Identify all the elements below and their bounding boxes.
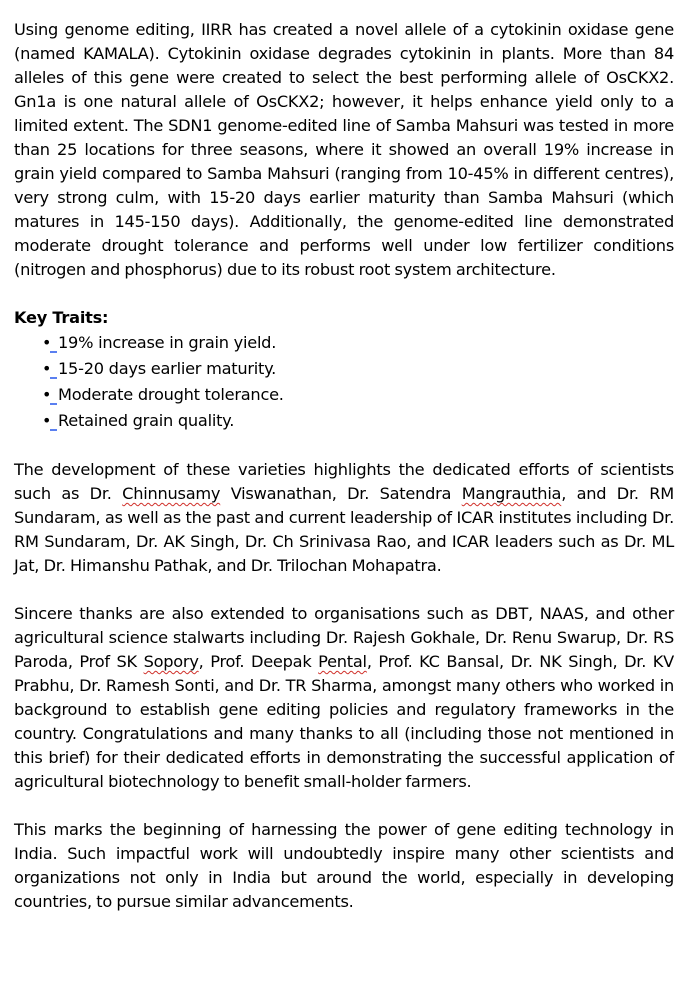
text-run: Viswanathan, Dr. Satendra xyxy=(220,484,462,503)
text-run: The development of these varieties highlights the dedicated efforts of scientists such as Dr. xyxy=(14,460,674,503)
document-page xyxy=(14,18,674,914)
trait-text: Moderate drought tolerance. xyxy=(58,385,284,404)
list-item xyxy=(42,408,674,434)
paragraph-gap xyxy=(14,282,674,306)
bullet-icon: • xyxy=(42,359,52,378)
spelling-error-word[interactable]: Mangrauthia xyxy=(461,484,562,503)
spelling-error-word[interactable]: Sopory xyxy=(143,652,199,671)
trait-text: 19% increase in grain yield. xyxy=(58,333,277,352)
paragraph-scientists xyxy=(14,458,674,578)
text-run: , Prof. KC Bansal, Dr. NK Singh, Dr. KV Prabhu, Dr. Ramesh Sonti, and Dr. TR Sharma, amongst many others who worked in background to establish gene editing policies and regulatory frameworks in the country. Congratulations and many thanks to all (including those not mentioned in this brief) for their dedicated efforts in demonstrating the successful application of agricultural biotechnology to benefit small-holder farmers. xyxy=(14,652,674,791)
paragraph-gap xyxy=(14,578,674,602)
trait-text: Retained grain quality. xyxy=(58,411,235,430)
tab-formatting-mark xyxy=(50,401,57,405)
bullet-icon: • xyxy=(42,411,52,430)
paragraph-conclusion: This marks the beginning of harnessing the power of gene editing technology in India. Such impactful work will undoubtedly inspire many other scientists and organizations not only in India but around the world, especially in developing countries, to pursue similar advancements. xyxy=(14,820,674,911)
tab-formatting-mark xyxy=(50,427,57,431)
list-item xyxy=(42,382,674,408)
text-run: , Prof. Deepak xyxy=(198,652,319,671)
paragraph-gap xyxy=(14,434,674,458)
paragraph-kamala-intro: Using genome editing, IIRR has created a novel allele of a cytokinin oxidase gene (named KAMALA). Cytokinin oxidase degrades cytokinin in plants. More than 84 alleles of this gene were created to select the best performing allele of OsCKX2. Gn1a is one natural allele of OsCKX2; however, it helps enhance yield only to a limited extent. The SDN1 genome-edited line of Samba Mahsuri was tested in more than 25 locations for three seasons, where it showed an overall 19% increase in grain yield compared to Samba Mahsuri (ranging from 10-45% in different centres), very strong culm, with 15-20 days earlier maturity than Samba Mahsuri (which matures in 145-150 days). Additionally, the genome-edited line demonstrated moderate drought tolerance and performs well under low fertilizer conditions (nitrogen and phosphorus) due to its robust root system architecture. xyxy=(14,20,674,279)
key-traits-heading: Key Traits: xyxy=(14,308,109,327)
key-traits-list xyxy=(14,330,674,434)
spelling-error-word[interactable]: Chinnusamy xyxy=(122,484,221,503)
trait-text: 15-20 days earlier maturity. xyxy=(58,359,277,378)
bullet-icon: • xyxy=(42,333,52,352)
tab-formatting-mark xyxy=(50,375,57,379)
paragraph-gap xyxy=(14,794,674,818)
list-item xyxy=(42,356,674,382)
list-item xyxy=(42,330,674,356)
paragraph-acknowledgements xyxy=(14,602,674,794)
text-run: Sincere thanks are also extended to organisations such as DBT, NAAS, and other agricultural science stalwarts including Dr. Rajesh Gokhale, Dr. Renu Swarup, Dr. RS Paroda, Prof SK xyxy=(14,604,674,671)
tab-formatting-mark xyxy=(50,349,57,353)
text-run: , and Dr. RM Sundaram, as well as the past and current leadership of ICAR institutes including Dr. RM Sundaram, Dr. AK Singh, Dr. Ch Srinivasa Rao, and ICAR leaders such as Dr. ML Jat, Dr. Himanshu Pathak, and Dr. Trilochan Mohapatra. xyxy=(14,484,675,575)
spelling-error-word[interactable]: Pental xyxy=(318,652,367,671)
bullet-icon: • xyxy=(42,385,52,404)
